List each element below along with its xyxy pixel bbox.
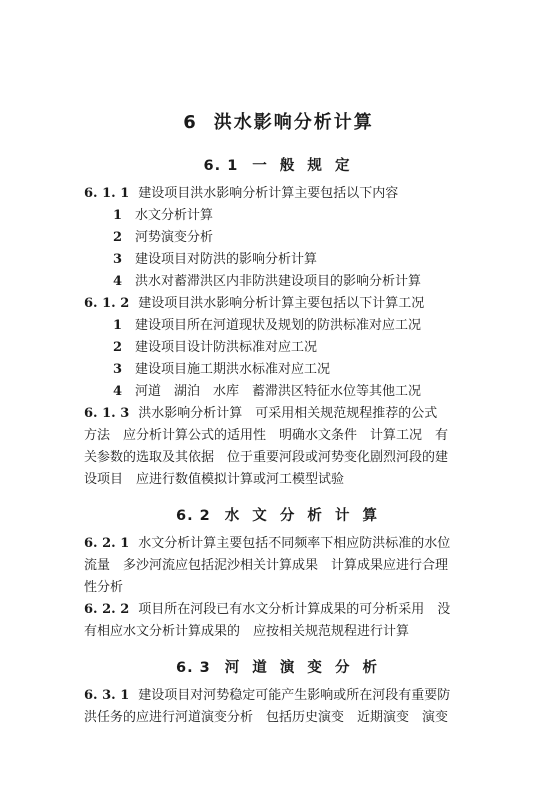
item-number: 3: [113, 252, 123, 267]
paragraph-line: 性分析: [84, 580, 124, 595]
clause-number: 6. 1. 3: [84, 406, 130, 421]
clause-number: 6. 1. 1: [84, 186, 130, 201]
item-number: 2: [113, 230, 123, 245]
clause-text: 建设项目洪水影响分析计算主要包括以下内容: [138, 186, 399, 201]
list-item: [113, 340, 317, 356]
paragraph-line: 流量 多沙河流应包括泥沙相关计算成果 计算成果应进行合理: [84, 558, 449, 573]
clause-number: 6. 3. 1: [84, 688, 130, 703]
item-number: 4: [113, 274, 123, 289]
section-number: 6. 1: [203, 158, 239, 174]
section-title-6-2: [0, 504, 557, 525]
clause-6-3-1: [84, 688, 450, 704]
chapter-title: [0, 108, 557, 134]
section-title-text: 河 道 演 变 分 析: [224, 660, 381, 676]
section-title-text: 水 文 分 析 计 算: [224, 508, 381, 524]
item-number: 4: [113, 384, 123, 399]
item-text: 建设项目施工期洪水标准对应工况: [135, 362, 331, 377]
item-number: 2: [113, 340, 123, 355]
clause-6-1-2: [84, 296, 424, 312]
clause-6-2-1: [84, 536, 450, 552]
list-item: [113, 230, 213, 246]
clause-text: 建设项目对河势稳定可能产生影响或所在河段有重要防: [138, 688, 451, 703]
clause-text: 项目所在河段已有水文分析计算成果的可分析采用 没: [138, 602, 451, 617]
clause-number: 6. 1. 2: [84, 296, 130, 311]
section-title-text: 一 般 规 定: [252, 158, 354, 174]
clause-number: 6. 2. 2: [84, 602, 130, 617]
list-item: [113, 318, 421, 334]
list-item: [113, 362, 330, 378]
item-number: 1: [113, 208, 123, 223]
item-text: 河势演变分析: [135, 230, 214, 245]
section-title-6-3: [0, 656, 557, 677]
list-item: [113, 252, 317, 268]
clause-6-2-2: [84, 602, 450, 618]
clause-6-1-3: [84, 406, 437, 422]
clause-number: 6. 2. 1: [84, 536, 130, 551]
item-number: 1: [113, 318, 123, 333]
item-text: 建设项目设计防洪标准对应工况: [135, 340, 318, 355]
chapter-title-text: 洪水影响分析计算: [213, 112, 374, 133]
list-item: [113, 208, 213, 224]
paragraph-line: 有相应水文分析计算成果的 应按相关规范规程进行计算: [84, 624, 410, 639]
paragraph-line: 设项目 应进行数值模拟计算或河工模型试验: [84, 472, 345, 487]
clause-text: 水文分析计算主要包括不同频率下相应防洪标准的水位: [138, 536, 451, 551]
paragraph-line: 方法 应分析计算公式的适用性 明确水文条件 计算工况 有: [84, 428, 449, 443]
paragraph-line: 关参数的选取及其依据 位于重要河段或河势变化剧烈河段的建: [84, 450, 449, 465]
item-text: 河道 湖泊 水库 蓄滞洪区特征水位等其他工况: [135, 384, 422, 399]
section-title-6-1: [0, 154, 557, 175]
chapter-number: 6: [183, 112, 198, 133]
list-item: [113, 274, 421, 290]
clause-text: 洪水影响分析计算 可采用相关规范规程推荐的公式: [138, 406, 438, 421]
item-number: 3: [113, 362, 123, 377]
item-text: 建设项目对防洪的影响分析计算: [135, 252, 318, 267]
clause-6-1-1: [84, 186, 398, 202]
list-item: [113, 384, 421, 400]
paragraph-line: 洪任务的应进行河道演变分析 包括历史演变 近期演变 演变: [84, 710, 449, 725]
item-text: 建设项目所在河道现状及规划的防洪标准对应工况: [135, 318, 422, 333]
section-number: 6. 3: [176, 660, 211, 676]
item-text: 洪水对蓄滞洪区内非防洪建设项目的影响分析计算: [135, 274, 422, 289]
section-number: 6. 2: [176, 508, 211, 524]
clause-text: 建设项目洪水影响分析计算主要包括以下计算工况: [138, 296, 425, 311]
item-text: 水文分析计算: [135, 208, 214, 223]
